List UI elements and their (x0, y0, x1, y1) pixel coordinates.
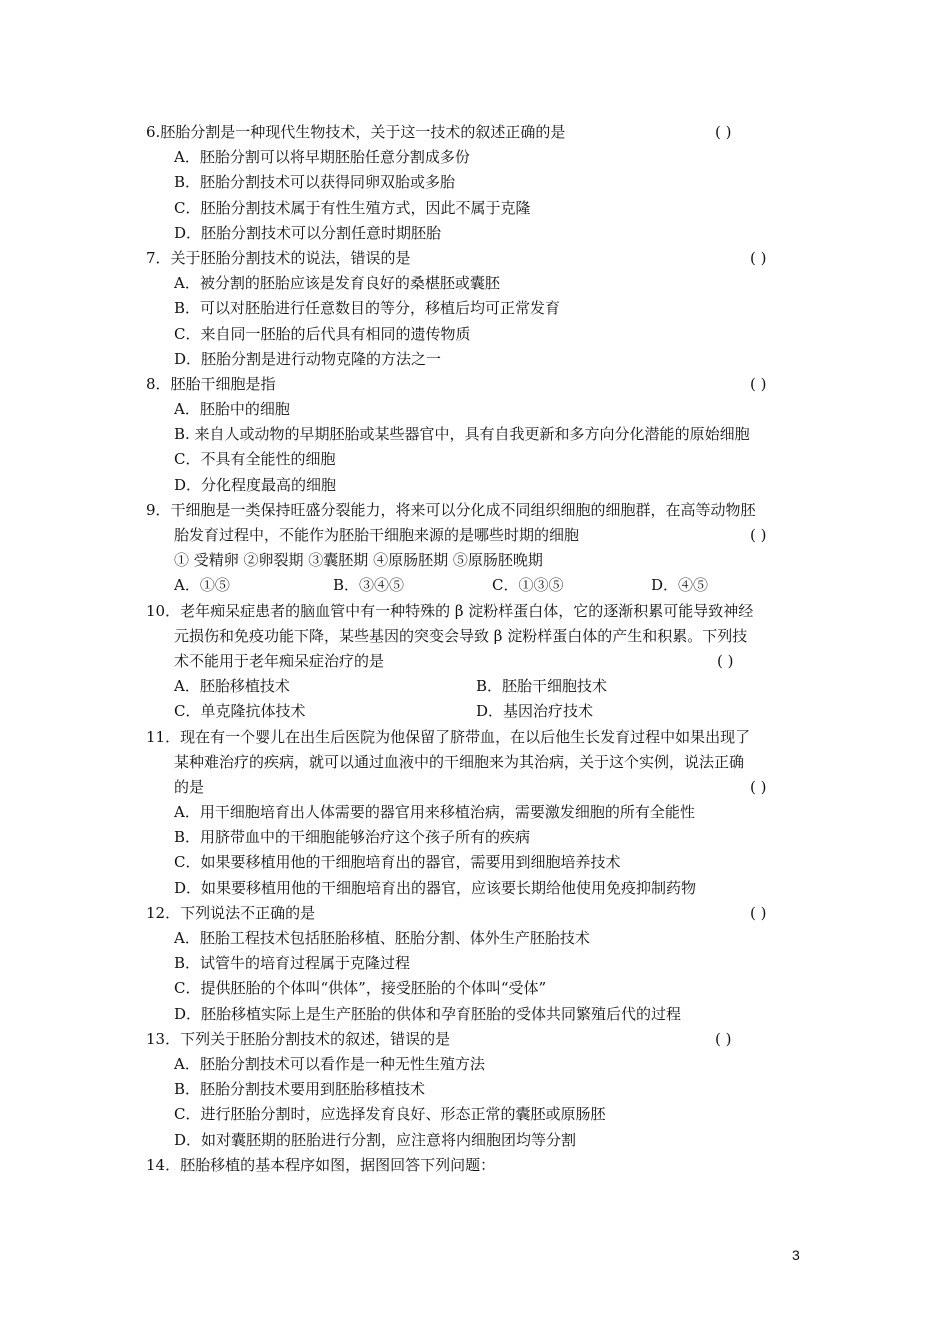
option-a: A．胚胎中的细胞 (174, 400, 290, 419)
answer-paren: ( ) (750, 248, 767, 267)
option-c: C．不具有全能性的细胞 (174, 450, 336, 469)
question-11-stem-continued: 某种难治疗的疾病，就可以通过血液中的干细胞来为其治病，关于这个实例，说法正确 (174, 752, 745, 771)
question-13-text: 13．下列关于胚胎分割技术的叙述，错误的是 (146, 1029, 451, 1048)
question-10-options-row (146, 699, 810, 724)
question-9-stem: 9．干细胞是一类保持旺盛分裂能力，将来可以分化成不同组织细胞的细胞群，在高等动物胚 (146, 500, 756, 519)
question-11-text: 的是 (174, 777, 205, 796)
option-a: A．①⑤ (174, 576, 230, 595)
page-number: 3 (792, 1247, 800, 1263)
question-10-text: 术不能用于老年痴呆症治疗的是 (174, 651, 385, 670)
answer-paren: ( ) (750, 777, 767, 796)
option-c: C．进行胚胎分割时，应选择发育良好、形态正常的囊胚或原肠胚 (174, 1105, 606, 1124)
question-9-stem-continued (146, 523, 810, 548)
question-13-stem (146, 1027, 810, 1052)
option-c: C．如果要移植用他的干细胞培育出的器官，需要用到细胞培养技术 (174, 853, 621, 872)
option-d: D．如对囊胚期的胚胎进行分割，应注意将内细胞团均等分割 (174, 1130, 577, 1149)
question-list (146, 120, 810, 1178)
answer-paren: ( ) (715, 1029, 732, 1048)
question-6-text: 6.胚胎分割是一种现代生物技术，关于这一技术的叙述正确的是 (146, 123, 566, 141)
option-b: B．③④⑤ (333, 576, 405, 595)
answer-paren: ( ) (750, 374, 767, 393)
answer-paren: ( ) (750, 903, 767, 922)
question-14-stem: 14．胚胎移植的基本程序如图，据图回答下列问题： (146, 1155, 496, 1174)
question-9-items: ① 受精卵 ②卵裂期 ③囊胚期 ④原肠胚期 ⑤原肠胚晚期 (174, 551, 543, 570)
option-c: C．提供胚胎的个体叫“供体”，接受胚胎的个体叫“受体” (174, 979, 547, 998)
question-12-stem (146, 901, 810, 926)
option-b: B．胚胎分割技术可以获得同卵双胎或多胎 (174, 173, 456, 192)
option-d: D．胚胎分割技术可以分割任意时期胚胎 (174, 223, 442, 242)
option-d: D．基因治疗技术 (476, 702, 594, 721)
option-b: B．胚胎分割技术要用到胚胎移植技术 (174, 1080, 426, 1099)
question-9-text: 胎发育过程中，不能作为胚胎干细胞来源的是哪些时期的细胞 (174, 526, 580, 544)
option-d: D．胚胎分割是进行动物克隆的方法之一 (174, 349, 442, 368)
option-c: C．胚胎分割技术属于有性生殖方式，因此不属于克隆 (174, 198, 531, 217)
option-a: A．胚胎工程技术包括胚胎移植、胚胎分割、体外生产胚胎技术 (174, 929, 590, 947)
option-a: A．胚胎分割技术可以看作是一种无性生殖方法 (174, 1054, 485, 1073)
option-d: D．分化程度最高的细胞 (174, 475, 337, 494)
option-a: A．胚胎分割可以将早期胚胎任意分割成多份 (174, 148, 470, 167)
question-8-stem (146, 372, 810, 397)
option-d: D．胚胎移植实际上是生产胚胎的供体和孕育胚胎的受体共同繁殖后代的过程 (174, 1004, 682, 1023)
option-a: A．用干细胞培育出人体需要的器官用来移植治病，需要激发细胞的所有全能性 (174, 803, 695, 822)
option-c: C．单克隆抗体技术 (174, 702, 306, 721)
question-11-stem: 11．现在有一个婴儿在出生后医院为他保留了脐带血，在以后他生长发育过程中如果出现了 (146, 727, 751, 746)
question-10-stem: 10．老年痴呆症患者的脑血管中有一种特殊的 β 淀粉样蛋白体，它的逐渐积累可能导致神经 (146, 601, 754, 620)
option-b: B．用脐带血中的干细胞能够治疗这个孩子所有的疾病 (174, 828, 531, 847)
option-a: A．被分割的胚胎应该是发育良好的桑椹胚或囊胚 (174, 274, 500, 293)
option-b: B．试管牛的培育过程属于克隆过程 (174, 954, 411, 973)
option-b: B．可以对胚胎进行任意数目的等分，移植后均可正常发育 (174, 299, 561, 318)
option-d: D．如果要移植用他的干细胞培育出的器官，应该要长期给他使用免疫抑制药物 (174, 878, 697, 897)
option-c: C．①③⑤ (492, 576, 564, 595)
question-8-text: 8．胚胎干细胞是指 (146, 374, 276, 393)
option-c: C．来自同一胚胎的后代具有相同的遗传物质 (174, 324, 471, 343)
answer-paren: ( ) (750, 526, 767, 544)
question-11-stem-continued (146, 775, 810, 800)
question-10-stem-continued: 元损伤和免疫功能下降，某些基因的突变会导致 β 淀粉样蛋白体的产生和积累。下列技 (174, 626, 748, 645)
option-b: B. 来自人或动物的早期胚胎或某些器官中，具有自我更新和多方向分化潜能的原始细胞 (174, 425, 750, 444)
answer-paren: ( ) (717, 651, 734, 670)
option-a: A．胚胎移植技术 (174, 677, 290, 696)
question-10-options-row (146, 674, 810, 699)
option-d: D．④⑤ (651, 576, 709, 595)
question-7-stem (146, 246, 810, 271)
question-12-text: 12．下列说法不正确的是 (146, 903, 316, 922)
question-6-stem (146, 120, 810, 145)
option-b: B．胚胎干细胞技术 (476, 677, 608, 696)
question-7-text: 7．关于胚胎分割技术的说法，错误的是 (146, 248, 411, 267)
question-9-options (146, 573, 810, 598)
answer-paren: ( ) (715, 123, 732, 141)
question-10-stem-continued (146, 649, 810, 674)
